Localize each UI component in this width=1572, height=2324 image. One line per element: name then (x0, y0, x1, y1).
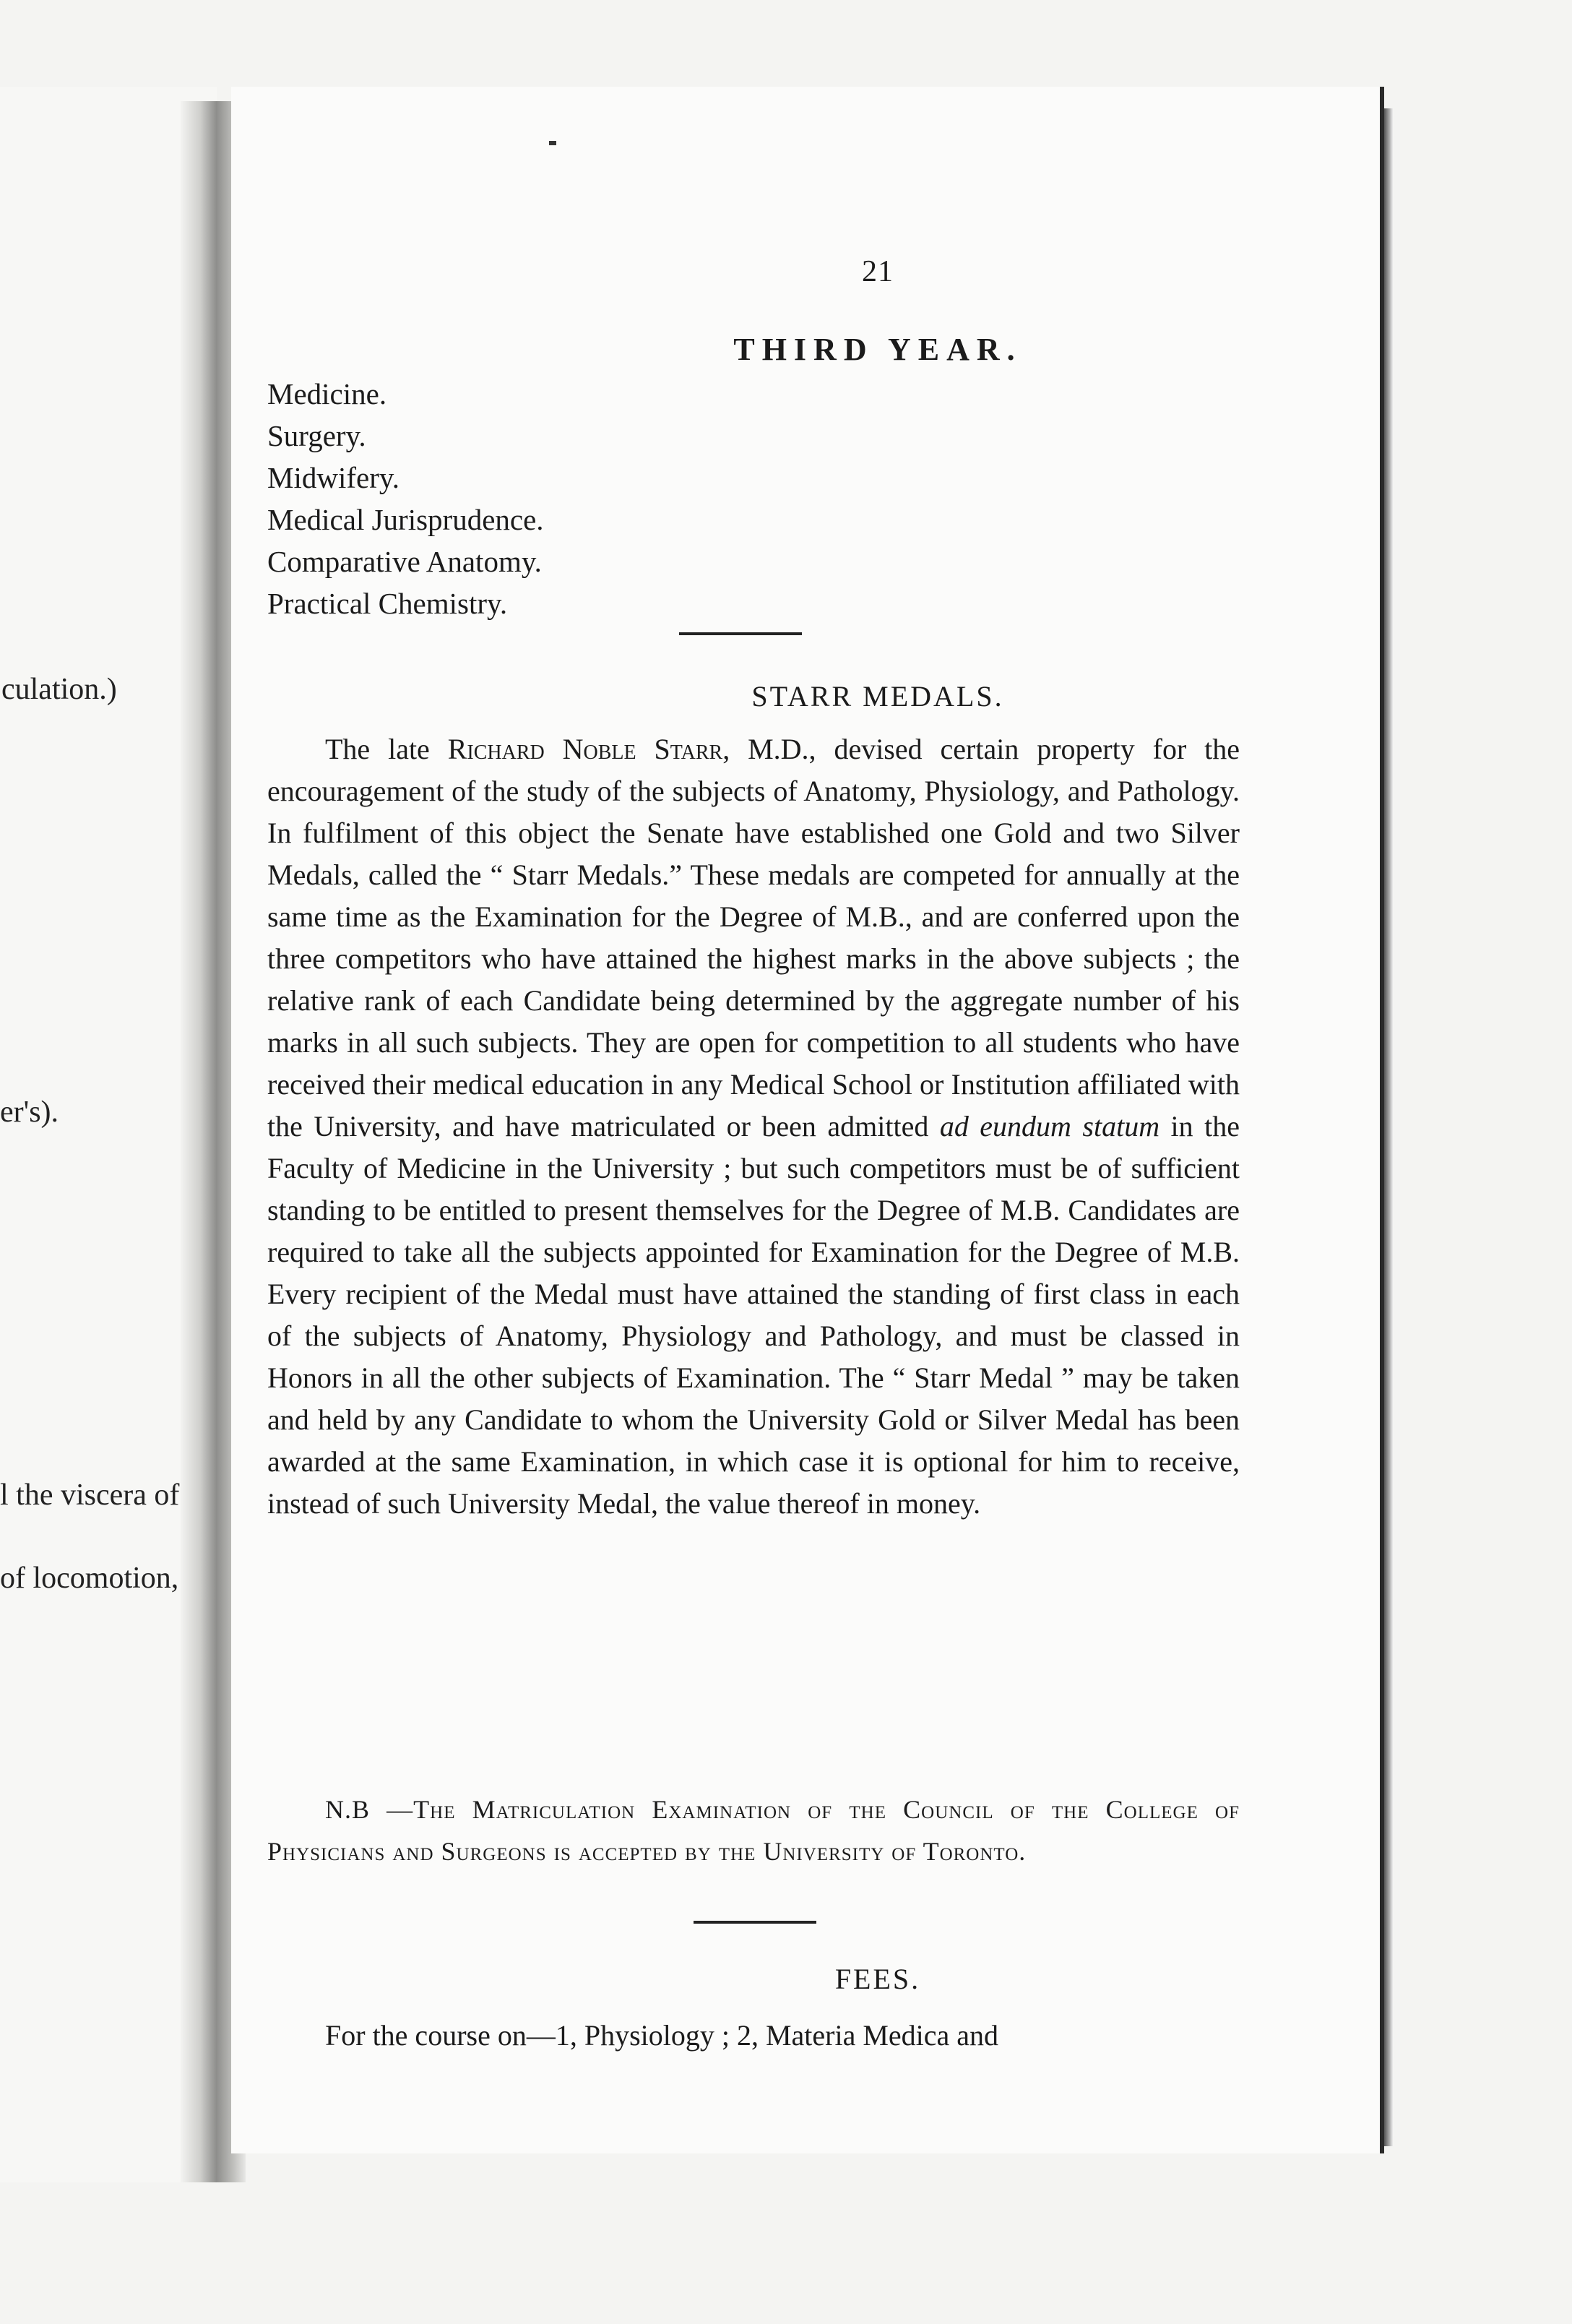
starr-medals-title: STARR MEDALS. (751, 680, 1004, 713)
page-edge (1384, 108, 1393, 2146)
page (231, 87, 1384, 2153)
person-name: Richard Noble Starr, M.D. (447, 733, 809, 765)
left-page-line: culation.) (1, 673, 117, 706)
fees-text: For the course on—1, Physiology ; 2, Materia Medica and (325, 2019, 999, 2052)
divider-rule (679, 632, 802, 635)
subject-item: Medical Jurisprudence. (267, 503, 544, 536)
section-heading-third-year: THIRD YEAR. (733, 332, 1022, 367)
left-page-line: l the viscera of (0, 1479, 180, 1512)
subject-item: Practical Chemistry. (267, 587, 508, 620)
fees-paragraph (267, 2015, 1240, 2057)
divider-rule (694, 1921, 816, 1924)
fees-title: FEES. (834, 1963, 921, 1995)
latin-phrase: ad eundum statum (939, 1110, 1160, 1142)
subject-item: Medicine. (267, 377, 387, 410)
paragraph-text: , devised certain property for the encouragement of the study of the subjects of Anatomy, Physiology, and Pathology. In fulfilment of this object the Senate have established one Gold and two Silver Medals, called the “ Starr Medals.” These medals are competed for annually at the same time as the Examination for the Degree of M.B., and are conferred upon the three competitors who have attained the highest marks in the above subjects ; the relative rank of each Candidate being determined by the aggregate number of his marks in all such subjects. They are open for competition to all students who have received their medical education in any Medical School or Institution affiliated with the University, and have matriculated or been admitted (267, 733, 1240, 1142)
subject-item: Comparative Anatomy. (267, 545, 542, 578)
page-number: 21 (862, 255, 894, 288)
subject-list (267, 373, 544, 624)
paragraph-text: in the Faculty of Medicine in the University ; but such competitors must be of sufficient standing to be entitled to present themselves for the Degree of M.B. Candidates are required to take all the subjects appointed for Examination for the Degree of M.B. Every recipient of the Medal must have attained the standing of first class in each of the subjects of Anatomy, Physiology and Pathology, and must be classed in Honors in all the other subjects of Examination. The “ Starr Medal ” may be taken and held by any Candidate to whom the University Gold or Silver Medal has been awarded at the same Examination, in which case it is optional for him to receive, instead of such University Medal, the value thereof in money. (267, 1110, 1240, 1520)
subject-item: Surgery. (267, 419, 366, 452)
nb-text: N.B —The Matriculation Examination of the Council of the College of Physicians and Surgeons is accepted by the University of Toronto. (267, 1795, 1240, 1866)
subject-item: Midwifery. (267, 461, 400, 494)
left-page-line: er's). (0, 1096, 59, 1129)
starr-medals-paragraph (267, 728, 1240, 1525)
page-mark (549, 141, 556, 145)
left-page-line: of locomotion, (0, 1562, 179, 1595)
paragraph-text: The late (325, 733, 448, 765)
nb-note (267, 1789, 1240, 1872)
